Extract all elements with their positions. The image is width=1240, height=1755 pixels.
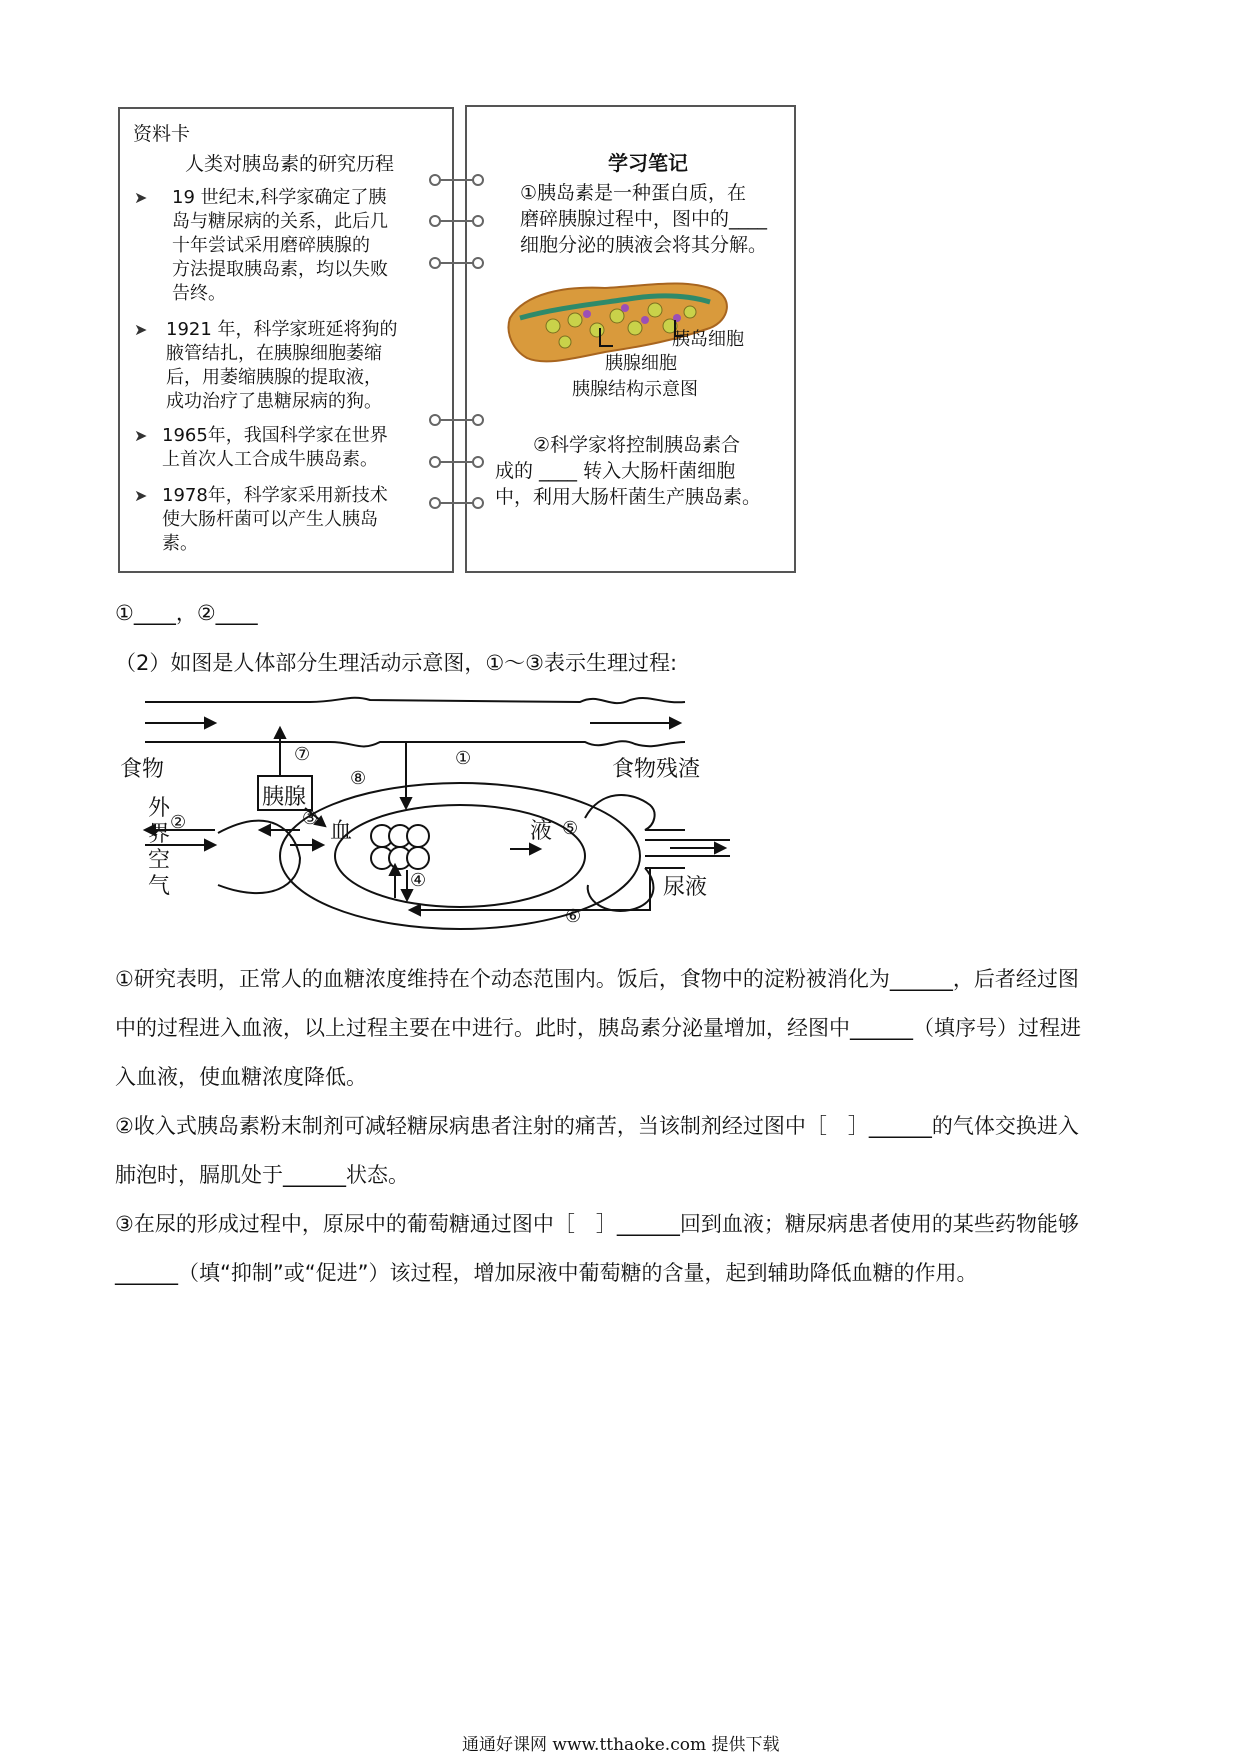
step-3-label: ③	[302, 808, 319, 829]
history-line: 上首次人工合成牛胰岛素。	[162, 449, 378, 470]
note-line: 成的 ____ 转入大肠杆菌细胞	[495, 460, 736, 482]
history-line: 19 世纪末,科学家确定了胰	[172, 187, 387, 208]
bullet-arrow-icon: ➤	[134, 188, 148, 207]
arrow-icon	[715, 843, 725, 853]
arrow-icon	[402, 890, 412, 900]
question-line: ③在尿的形成过程中，原尿中的葡萄糖通过图中［ ］______回到血液；糖尿病患者使用的某些药物能够	[115, 1212, 1079, 1236]
history-line: 成功治疗了患糖尿病的狗。	[166, 391, 382, 412]
arrow-icon	[530, 844, 540, 854]
question-line: 肺泡时，膈肌处于______状态。	[115, 1163, 409, 1187]
arrow-icon	[205, 840, 215, 850]
sub-question-1	[115, 955, 1081, 1102]
label-food: 食物	[120, 757, 165, 782]
arrow-icon	[313, 840, 323, 850]
note-line: ②科学家将控制胰岛素合	[533, 434, 741, 456]
history-line: 岛与糖尿病的关系，此后几	[172, 211, 388, 232]
label-urine: 尿液	[663, 875, 708, 900]
history-line: 腋管结扎，在胰腺细胞萎缩	[166, 343, 382, 364]
digestive-tract-upper	[145, 698, 685, 703]
label-blood: 血	[330, 819, 353, 844]
notes-title: 学习笔记	[608, 151, 688, 175]
history-line: 1921 年，科学家班延将狗的	[166, 319, 398, 340]
history-line: 1978年，科学家采用新技术	[162, 485, 388, 506]
ring-icon	[430, 498, 483, 508]
step-2-label: ②	[170, 812, 187, 833]
sub-question-3	[115, 1200, 1079, 1298]
tissue-cells	[371, 825, 429, 869]
air-char: 界	[148, 822, 171, 847]
page-footer: 通通好课网 www.tthaoke.com 提供下载	[462, 1735, 780, 1755]
physiology-diagram	[110, 690, 730, 930]
history-line: 告终。	[172, 283, 226, 304]
digestive-tract-lower	[145, 741, 685, 746]
label-outside-air	[148, 796, 170, 900]
air-char: 气	[148, 874, 171, 899]
history-line: 1965年，我国科学家在世界	[162, 425, 388, 446]
arrow-icon	[205, 718, 215, 728]
bullet-arrow-icon: ➤	[134, 426, 148, 445]
card-title: 人类对胰岛素的研究历程	[185, 153, 395, 175]
question-line: 中的过程进入血液，以上过程主要在中进行。此时，胰岛素分泌量增加，经图中______（填序号）过程进	[115, 1016, 1081, 1040]
question-line: ①研究表明，正常人的血糖浓度维持在个动态范围内。饭后，食物中的淀粉被消化为______，后者经过图	[115, 967, 1079, 991]
arrow-icon	[401, 798, 411, 808]
ring-icon	[430, 216, 483, 226]
label-islet-cells: 胰岛细胞	[672, 329, 744, 350]
question-line: ______（填“抑制”或“促进”）该过程，增加尿液中葡萄糖的含量，起到辅助降低血糖的作用。	[115, 1261, 978, 1285]
answer-blanks: ①____，②____	[115, 601, 258, 625]
step-1-label: ①	[455, 748, 472, 769]
question-line: ②收入式胰岛素粉末制剂可减轻糖尿病患者注射的痛苦，当该制剂经过图中［ ］______的气体交换进入	[115, 1114, 1079, 1138]
history-line: 方法提取胰岛素，均以失败	[172, 259, 388, 280]
binder-rings	[425, 160, 489, 520]
step-4-label: ④	[410, 870, 427, 891]
step-5-label: ⑤	[562, 818, 579, 839]
reabsorption-path	[410, 868, 650, 910]
note-line: 细胞分泌的胰液会将其分解。	[520, 234, 768, 256]
history-line: 后，用萎缩胰腺的提取液，	[166, 367, 382, 388]
sub-question-2	[115, 1102, 1079, 1200]
bullet-arrow-icon: ➤	[134, 320, 148, 339]
ring-icon	[430, 258, 483, 268]
arrow-icon	[410, 905, 420, 915]
note-line: 磨碎胰腺过程中，图中的____	[520, 208, 768, 230]
air-char: 外	[148, 796, 171, 821]
pancreas-caption: 胰腺结构示意图	[572, 379, 698, 400]
step-6-label: ⑥	[565, 906, 582, 927]
arrow-icon	[260, 825, 270, 835]
note-line: 中，利用大肠杆菌生产胰岛素。	[495, 486, 762, 508]
history-line: 使大肠杆菌可以产生人胰岛	[162, 509, 378, 530]
question-line: 入血液，使血糖浓度降低。	[115, 1065, 367, 1089]
card-heading: 资料卡	[133, 123, 191, 145]
label-acinar-cells: 胰腺细胞	[605, 353, 677, 374]
step-7-label: ⑦	[294, 744, 311, 765]
arrow-icon	[670, 718, 680, 728]
ring-icon	[430, 175, 483, 185]
arrow-icon	[275, 728, 285, 738]
air-char: 空	[148, 848, 171, 873]
label-pancreas: 胰腺	[262, 785, 307, 810]
lung-outline	[218, 821, 300, 893]
label-food-residue: 食物残渣	[612, 757, 701, 782]
ring-icon	[430, 457, 483, 467]
history-line: 素。	[162, 533, 198, 554]
label-liquid: 液	[530, 819, 553, 844]
ring-icon	[430, 415, 483, 425]
question-2-intro: （2）如图是人体部分生理活动示意图，①～③表示生理过程:	[115, 651, 678, 675]
step-8-label: ⑧	[350, 768, 367, 789]
history-line: 十年尝试采用磨碎胰腺的	[172, 235, 370, 256]
note-1	[520, 180, 767, 258]
note-2	[495, 432, 761, 510]
note-line: ①胰岛素是一种蛋白质，在	[520, 182, 747, 204]
bullet-arrow-icon: ➤	[134, 486, 148, 505]
